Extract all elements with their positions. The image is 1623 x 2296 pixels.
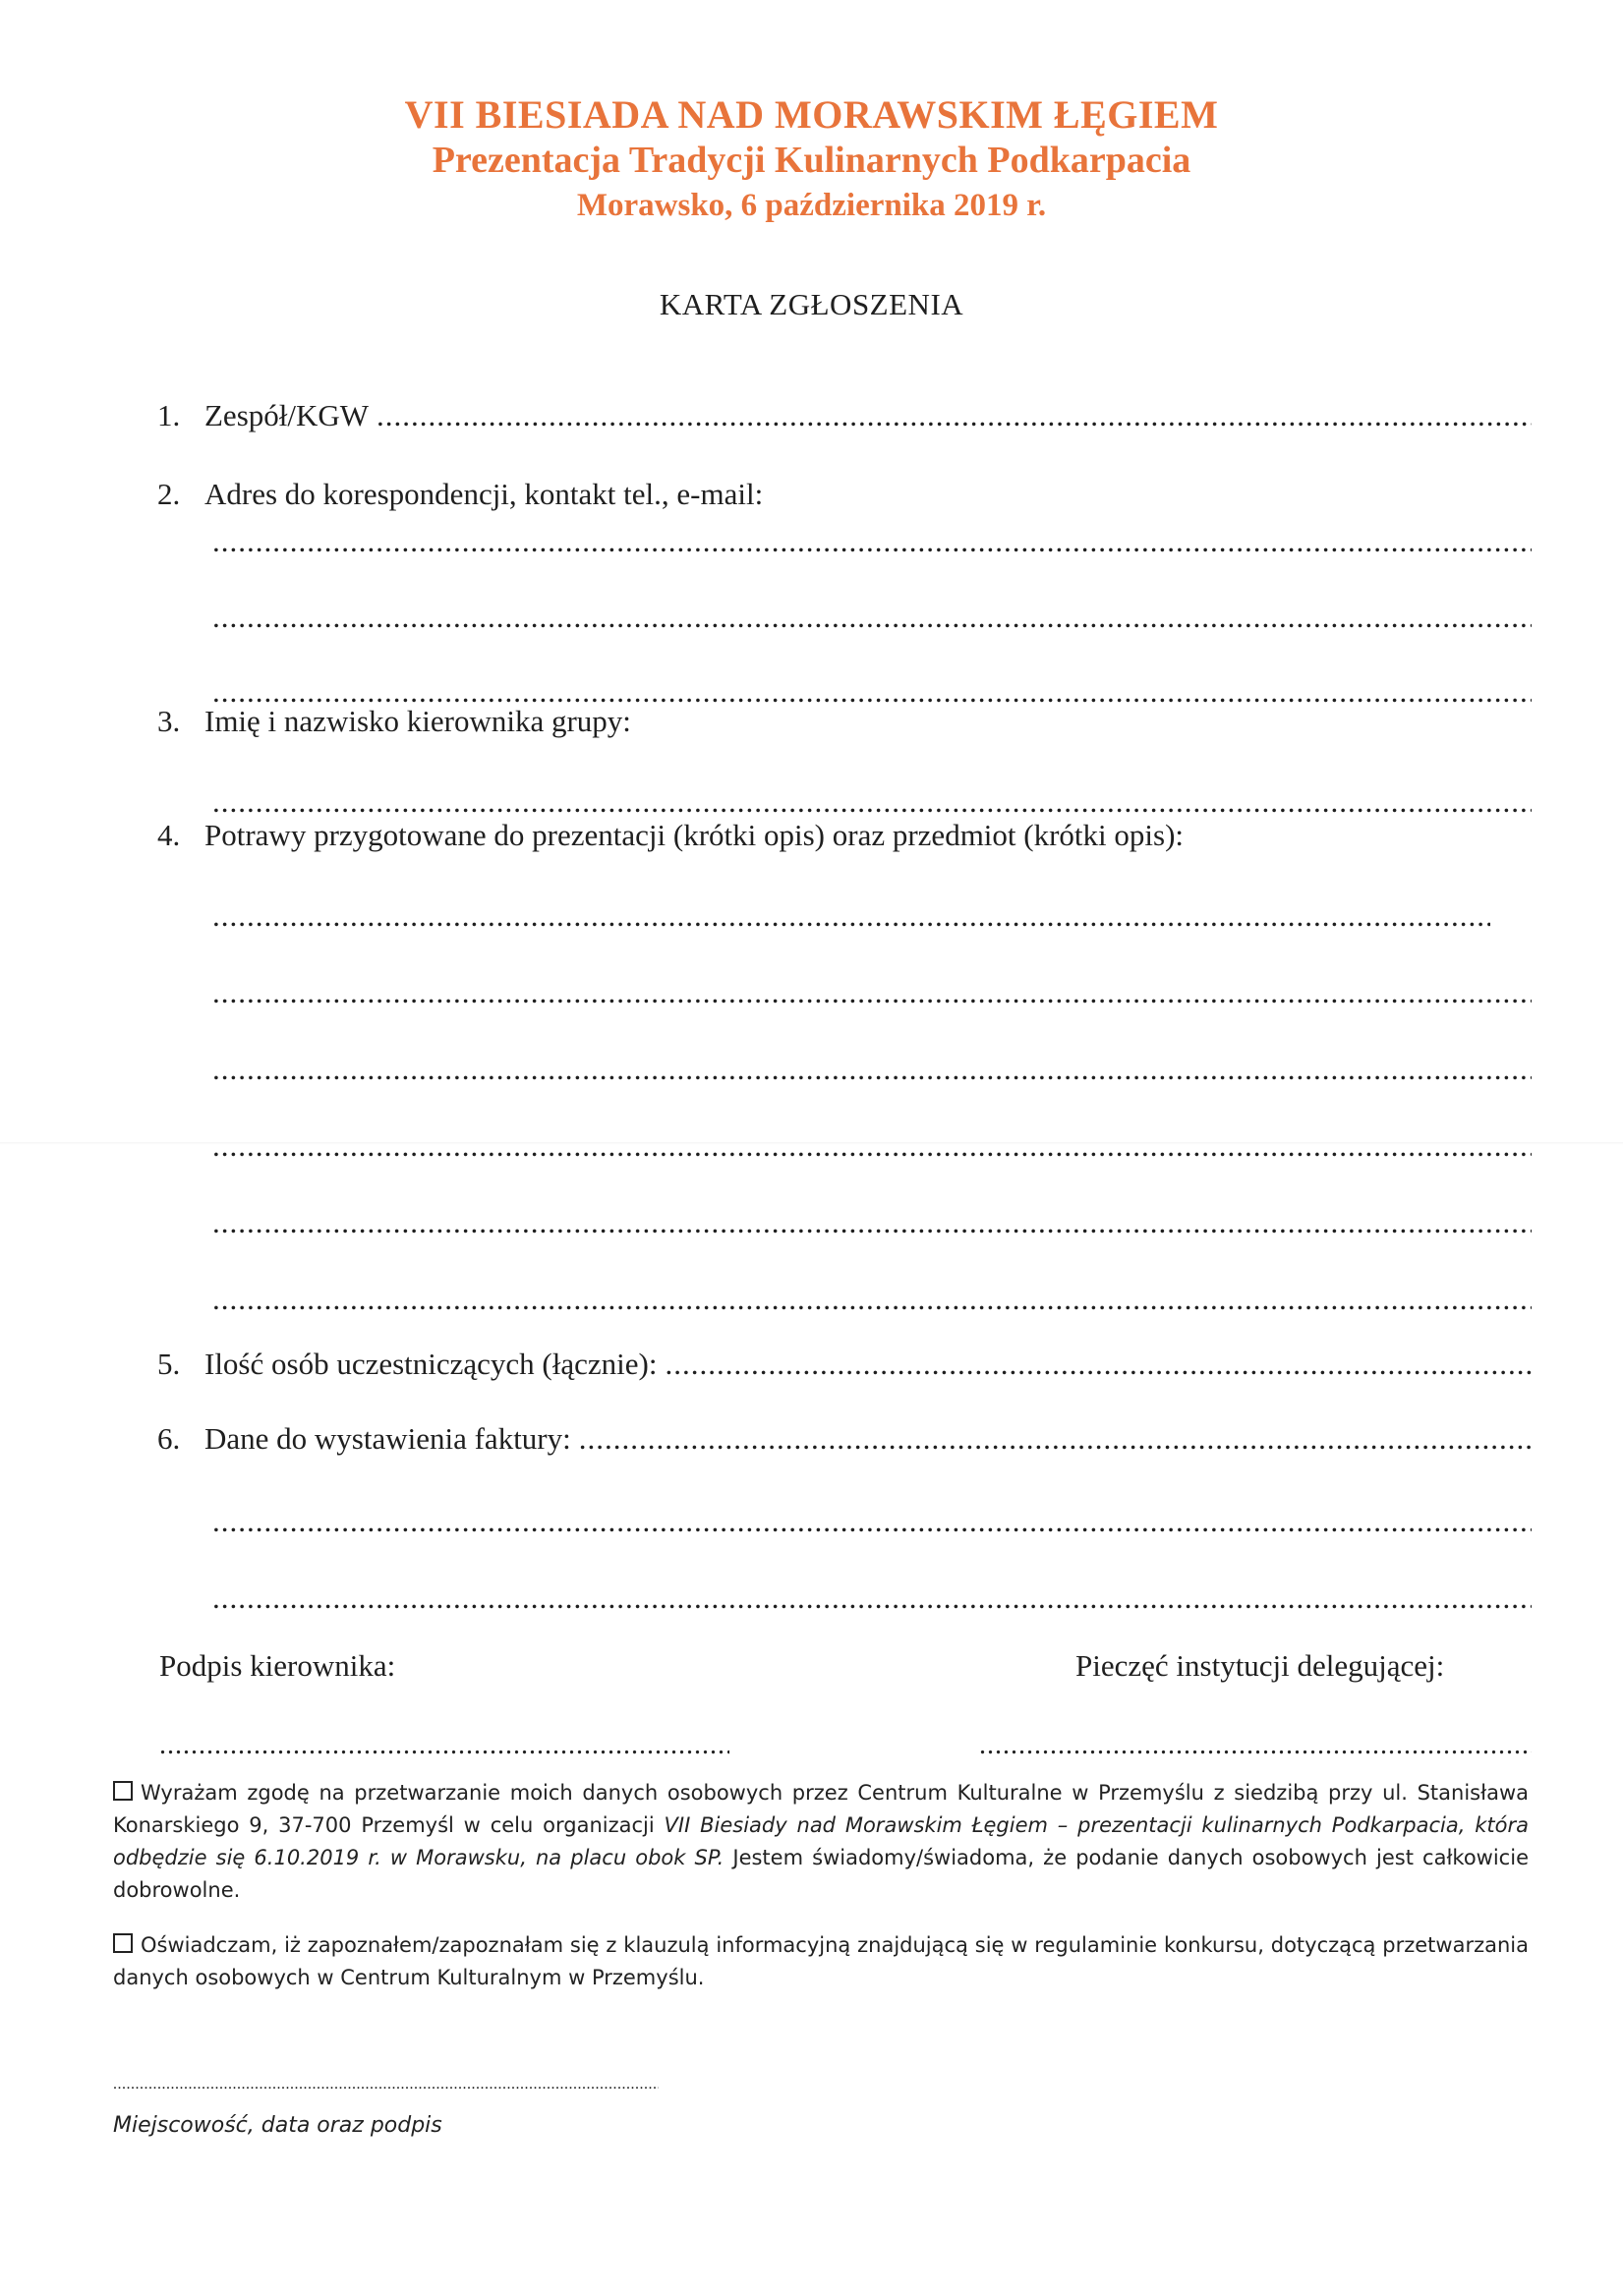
fill-in-line[interactable]	[212, 1207, 1532, 1237]
field-number: 4.	[157, 818, 181, 852]
event-place-date: Morawsko, 6 października 2019 r.	[576, 187, 1047, 223]
field-label: Zespół/KGW	[204, 398, 370, 432]
fill-in-line[interactable]	[212, 1582, 1532, 1613]
field-number: 2.	[157, 477, 181, 511]
field-number: 5.	[157, 1347, 181, 1381]
fill-in-line[interactable]	[212, 786, 1532, 817]
fill-in-line[interactable]	[212, 602, 1532, 632]
field-label: Adres do korespondencji, kontakt tel., e-mail:	[204, 477, 764, 511]
place-date-signature-line[interactable]	[113, 2076, 659, 2094]
field-participants-count	[157, 1347, 1532, 1382]
fill-in-line[interactable]	[212, 1130, 1532, 1161]
institution-stamp-label: Pieczęć instytucji delegującej:	[1075, 1648, 1445, 1683]
fill-in-line[interactable]	[212, 526, 1532, 556]
event-subtitle: Prezentacja Tradycji Kulinarnych Podkarpacia	[432, 140, 1191, 181]
fill-in-line[interactable]	[212, 977, 1532, 1007]
form-title: KARTA ZGŁOSZENIA	[659, 287, 964, 321]
leader-signature-line[interactable]	[159, 1730, 729, 1761]
fill-in-line[interactable]	[212, 1284, 1532, 1314]
field-team	[157, 398, 1532, 433]
leader-signature-label: Podpis kierownika:	[159, 1648, 396, 1683]
consent-text: Jestem świadomy/świadoma, że podanie danych osobowych jest całkowicie dobrowolne.	[113, 1846, 1529, 1902]
fill-in-line[interactable]	[665, 1347, 1532, 1382]
field-label: Potrawy przygotowane do prezentacji (krótki opis) oraz przedmiot (krótki opis):	[204, 818, 1185, 852]
field-number: 6.	[157, 1421, 181, 1456]
field-invoice-data	[157, 1421, 1532, 1457]
field-label: Dane do wystawienia faktury:	[204, 1421, 571, 1456]
consent-text-italic: VII Biesiady nad Morawskim Łęgiem – prezentacji kulinarnych Podkarpacia, która odbędzie się 6.10.2019 r. w Morawsku, na placu obok SP.	[113, 1813, 1529, 1869]
institution-stamp-line[interactable]	[979, 1730, 1532, 1761]
place-date-signature-label: Miejscowość, data oraz podpis	[113, 2113, 442, 2138]
consent-data-processing	[113, 1777, 1529, 1907]
fill-in-line[interactable]	[212, 900, 1490, 931]
field-label: Imię i nazwisko kierownika grupy:	[204, 704, 631, 738]
consent-checkbox[interactable]	[113, 1781, 133, 1801]
field-leader-name	[157, 704, 1532, 739]
fill-in-line[interactable]	[212, 676, 1532, 707]
consent-checkbox[interactable]	[113, 1933, 133, 1953]
field-address	[157, 477, 1532, 512]
fill-in-line[interactable]	[212, 1054, 1532, 1084]
event-title: VII BIESIADA NAD MORAWSKIM ŁĘGIEM	[404, 92, 1219, 137]
field-number: 3.	[157, 704, 181, 738]
field-label: Ilość osób uczestniczących (łącznie):	[204, 1347, 658, 1381]
field-dishes	[157, 818, 1532, 853]
consent-text: Oświadczam, iż zapoznałem/zapoznałam się z klauzulą informacyjną znajdującą się w regulaminie konkursu, dotyczącą przetwarzania danych osobowych w Centrum Kulturalnym w Przemyślu.	[113, 1933, 1529, 1989]
fill-in-line[interactable]	[377, 398, 1532, 433]
fill-in-line[interactable]	[212, 1506, 1532, 1536]
consent-information-clause	[113, 1929, 1529, 1994]
consent-text: Wyrażam zgodę na przetwarzanie moich danych osobowych przez Centrum Kulturalne w Przemyślu z siedzibą przy ul. Stanisława Konarskiego 9, 37-700 Przemyśl w celu organizacji	[113, 1781, 1529, 1837]
field-number: 1.	[157, 398, 181, 432]
document-header	[0, 93, 1623, 223]
fill-in-line[interactable]	[579, 1421, 1532, 1457]
